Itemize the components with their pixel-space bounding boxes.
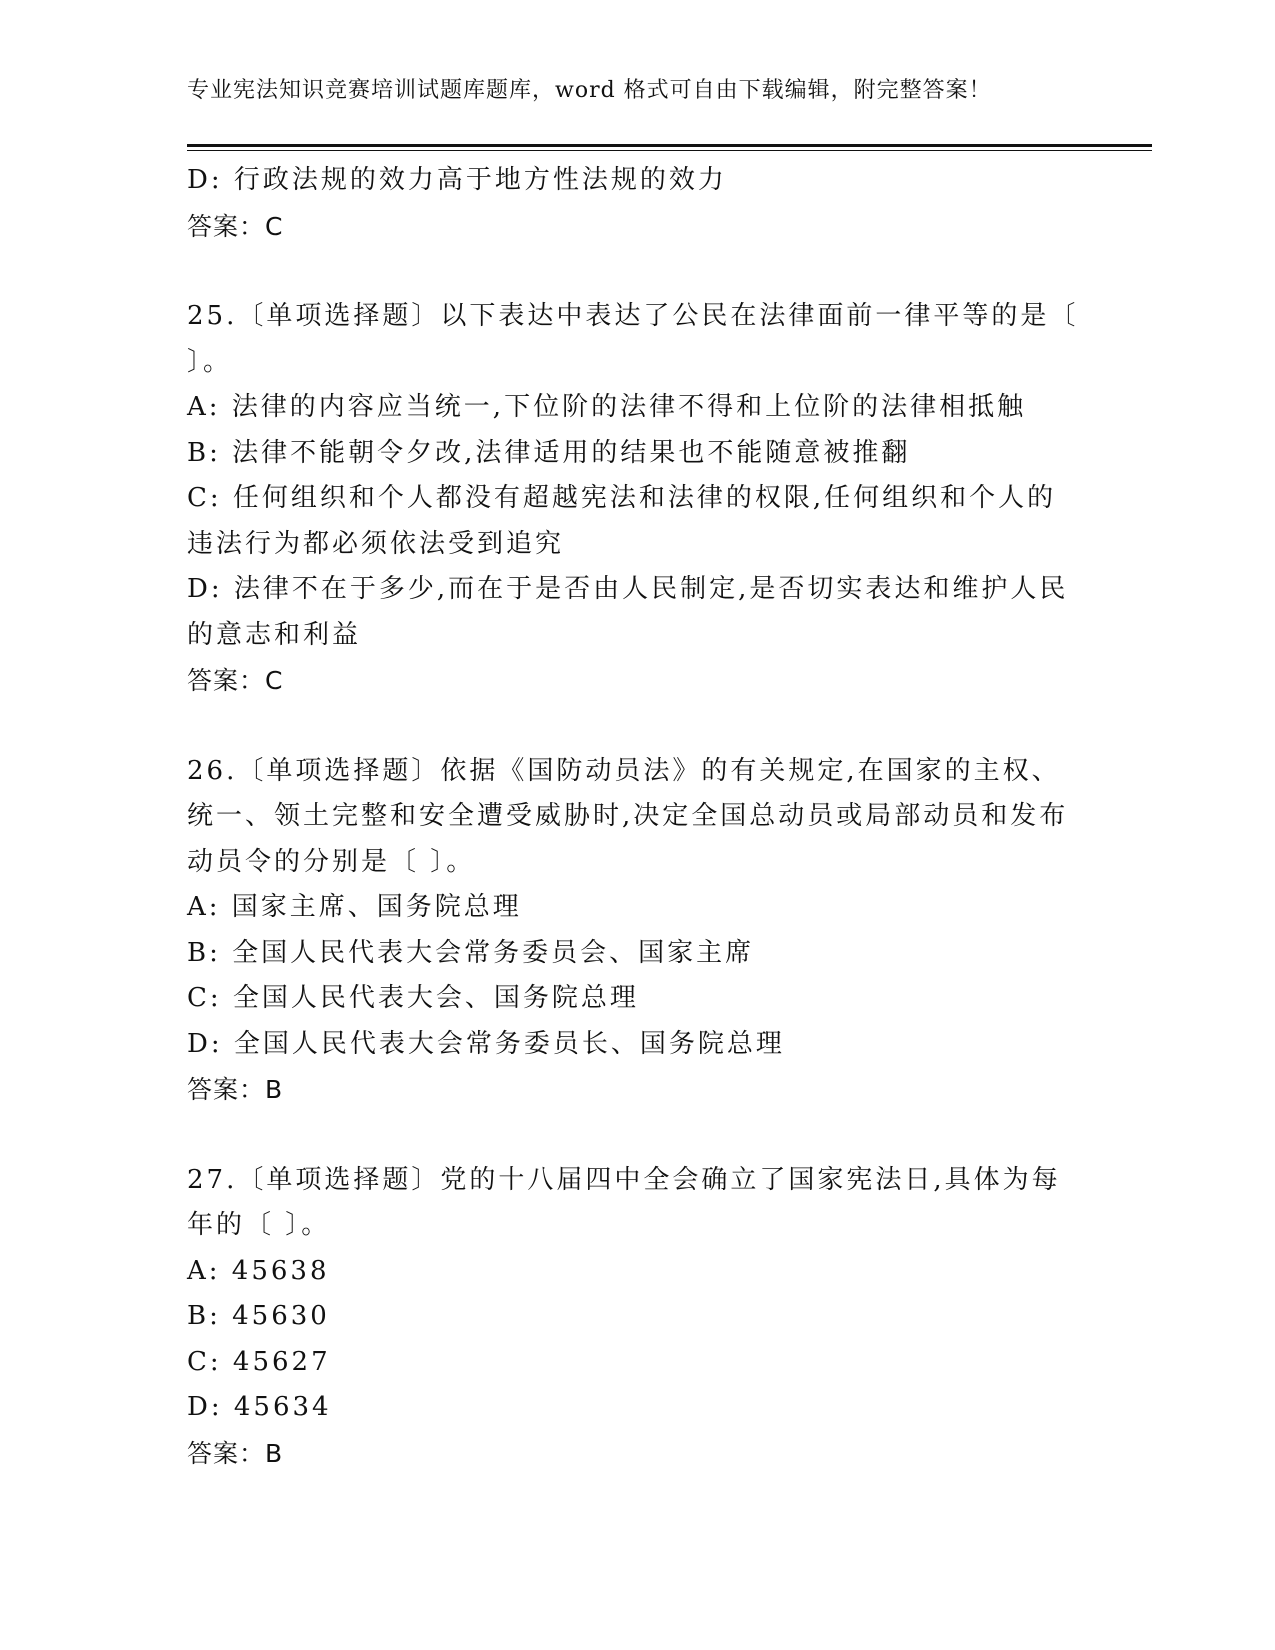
option-b: B: 法律不能朝令夕改,法律适用的结果也不能随意被推翻 — [187, 437, 911, 468]
option-c: C: 任何组织和个人都没有超越宪法和法律的权限,任何组织和个人的 — [187, 483, 1057, 513]
option-a: A: 法律的内容应当统一,下位阶的法律不得和上位阶的法律相抵触 — [187, 392, 1027, 422]
question-stem-continued: 统一、领土完整和安全遭受威胁时,决定全国总动员或局部动员和发布 — [187, 801, 1069, 831]
spacer — [187, 1113, 1087, 1158]
question-block-26 — [187, 749, 1087, 1113]
question-block-25 — [187, 294, 1087, 704]
option-c: C: 45627 — [187, 1346, 331, 1377]
spacer — [187, 704, 1087, 749]
option-b: B: 45630 — [187, 1301, 330, 1331]
answer-line: 答案：C — [187, 666, 284, 695]
question-list — [187, 158, 1087, 1476]
header-divider-thick — [187, 144, 1152, 147]
option-d: D: 行政法规的效力高于地方性法规的效力 — [187, 165, 727, 195]
spacer — [187, 249, 1087, 294]
option-a: A: 国家主席、国务院总理 — [187, 892, 522, 922]
answer-line: 答案：B — [187, 1075, 284, 1104]
answer-line: 答案：B — [187, 1438, 284, 1468]
option-d: D: 全国人民代表大会常务委员长、国务院总理 — [187, 1028, 785, 1059]
option-d: D: 法律不在于多少,而在于是否由人民制定,是否切实表达和维护人民 — [187, 574, 1069, 604]
answer-line: 答案：C — [187, 211, 284, 241]
option-c: C: 全国人民代表大会、国务院总理 — [187, 983, 639, 1013]
question-stem-continued: 年的〔 〕。 — [187, 1210, 331, 1240]
question-stem-continued: 动员令的分别是〔 〕。 — [187, 846, 476, 877]
header-divider-thin — [187, 150, 1152, 151]
option-d: D: 45634 — [187, 1392, 332, 1422]
question-stem: 26.〔单项选择题〕依据《国防动员法》的有关规定,在国家的主权、 — [187, 755, 1061, 786]
question-block-27 — [187, 1158, 1087, 1477]
question-stem: 27.〔单项选择题〕党的十八届四中全会确立了国家宪法日,具体为每 — [187, 1164, 1061, 1195]
option-c-continued: 违法行为都必须依法受到追究 — [187, 528, 565, 559]
page-header: 专业宪法知识竞赛培训试题库题库，word 格式可自由下载编辑，附完整答案！ — [187, 78, 992, 103]
option-b: B: 全国人民代表大会常务委员会、国家主席 — [187, 937, 755, 968]
question-stem-continued: 〕。 — [187, 346, 233, 377]
question-block-24-tail — [187, 158, 1087, 249]
question-stem: 25.〔单项选择题〕以下表达中表达了公民在法律面前一律平等的是〔 — [187, 301, 1079, 331]
option-d-continued: 的意志和利益 — [187, 619, 362, 650]
option-a: A: 45638 — [187, 1255, 330, 1286]
